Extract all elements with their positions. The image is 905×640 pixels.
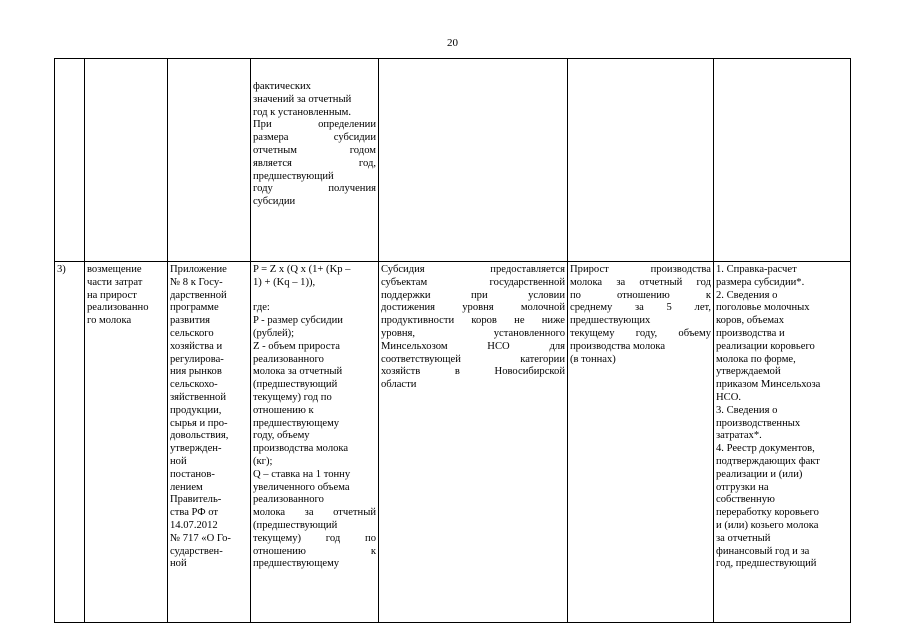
- text-line: P - размер субсидии: [253, 315, 343, 327]
- text-line: поддержки при условии: [381, 289, 565, 301]
- text-line: затратах*.: [716, 430, 762, 442]
- text-line: продуктивности коров не ниже: [381, 315, 565, 327]
- text-line: году получения: [253, 183, 376, 195]
- text-line: где:: [253, 302, 270, 314]
- text-line: предшествующему: [253, 558, 340, 570]
- text-line: № 8 к Госу-: [170, 276, 223, 288]
- text-line: предшествующий: [253, 170, 334, 182]
- text-line: увеличенного объема: [253, 481, 350, 493]
- text-line: год, предшествующий: [716, 558, 817, 570]
- text-line: реализованного: [253, 494, 324, 506]
- text-line: сельскохо-: [170, 379, 218, 391]
- text-line: текущему году, объему: [570, 327, 711, 339]
- text-line: реализованного: [253, 353, 324, 365]
- text-line: значений за отчетный: [253, 93, 352, 105]
- subsidy-table: [54, 58, 851, 623]
- cell-documents: [714, 59, 851, 262]
- text-line: 14.07.2012: [170, 519, 218, 531]
- text-line: го молока: [87, 315, 132, 327]
- cell-source: [168, 262, 251, 623]
- text-line: Прирост производства: [570, 264, 711, 275]
- text-line: текущему) год по: [253, 391, 332, 403]
- text-line: производства и: [716, 327, 785, 339]
- cell-conditions: [379, 59, 568, 262]
- text-line: (рублей);: [253, 327, 295, 339]
- text-line: размера субсидии*.: [716, 276, 805, 288]
- text-line: Субсидия предоставляется: [381, 264, 565, 275]
- text-line: ной: [170, 558, 187, 570]
- text-line: регулирова-: [170, 353, 224, 365]
- text-line: производства молока: [570, 340, 666, 352]
- text-line: приказом Минсельхоза: [716, 379, 821, 391]
- text-line: молока по форме,: [716, 353, 796, 365]
- text-line: молока за отчетный: [253, 507, 376, 519]
- text-line: дарственной: [170, 289, 227, 301]
- text-line: части затрат: [87, 276, 143, 288]
- text-line: 4. Реестр документов,: [716, 443, 815, 455]
- cell-conditions: [379, 262, 568, 623]
- row-number-text: 3): [57, 264, 66, 275]
- text-line: утверждаемой: [716, 366, 781, 378]
- text-line: фактических: [253, 81, 311, 92]
- text-line: Правитель-: [170, 494, 222, 506]
- text-line: 1) + (Kq – 1)),: [253, 276, 316, 288]
- text-line: реализации и (или): [716, 468, 803, 480]
- text-line: 3. Сведения о: [716, 404, 778, 416]
- text-line: является год,: [253, 157, 376, 169]
- text-line: собственную: [716, 494, 775, 506]
- text-line: (предшествующий: [253, 519, 338, 531]
- text-line: отгрузки на: [716, 481, 769, 493]
- text-line: хозяйств в Новосибирской: [381, 366, 565, 378]
- text-line: Минсельхозом НСО для: [381, 340, 565, 352]
- text-line: уровня, установленного: [381, 327, 565, 339]
- text-line: области: [381, 379, 417, 391]
- text-line: молока за отчетный год: [570, 276, 711, 288]
- text-line: подтверждающих факт: [716, 455, 820, 467]
- page-number: 20: [447, 37, 458, 49]
- cell-source: [168, 59, 251, 262]
- text-line: 2. Сведения о: [716, 289, 778, 301]
- text-line: НСО.: [716, 391, 742, 403]
- text-line: сырья и про-: [170, 417, 228, 429]
- text-line: Q – ставка на 1 тонну: [253, 468, 351, 480]
- text-line: ной: [170, 455, 187, 467]
- text-line: субъектам государственной: [381, 276, 565, 288]
- text-line: год к установленным.: [253, 106, 351, 118]
- row-number: [55, 262, 85, 623]
- text-line: сельского: [170, 327, 214, 339]
- text-line: возмещение: [87, 264, 142, 275]
- text-line: [253, 290, 376, 303]
- text-line: постанов-: [170, 468, 215, 480]
- text-line: хозяйства и: [170, 340, 223, 352]
- text-line: отношению к: [253, 545, 376, 557]
- text-line: поголовье молочных: [716, 302, 810, 314]
- cell-purpose: [85, 59, 168, 262]
- text-line: Z - объем прироста: [253, 340, 340, 352]
- text-line: коров, объемах: [716, 315, 785, 327]
- cell-purpose: [85, 262, 168, 623]
- text-line: развития: [170, 315, 211, 327]
- text-line: отношению к: [253, 404, 314, 416]
- cell-number: [55, 59, 85, 262]
- cell-formula: [251, 262, 379, 623]
- cell-indicator: [568, 262, 714, 623]
- text-line: соответствующей категории: [381, 353, 565, 365]
- text-line: Приложение: [170, 264, 227, 275]
- text-line: среднему за 5 лет,: [570, 302, 711, 314]
- text-line: за отчетный: [716, 532, 771, 544]
- text-line: финансовый год и за: [716, 545, 810, 557]
- text-line: переработку коровьего: [716, 507, 819, 519]
- text-line: довольствия,: [170, 430, 229, 442]
- text-line: № 717 «О Го-: [170, 532, 231, 544]
- text-line: продукции,: [170, 404, 222, 416]
- text-line: реализации коровьего: [716, 340, 815, 352]
- text-line: размера субсидии: [253, 132, 376, 144]
- text-line: утвержден-: [170, 443, 222, 455]
- text-line: по отношению к: [570, 289, 711, 301]
- text-line: текущему) год по: [253, 532, 376, 544]
- text-line: (кг);: [253, 455, 273, 467]
- text-line: 1. Справка-расчет: [716, 264, 797, 275]
- text-line: лением: [170, 481, 203, 493]
- cell-indicator: [568, 59, 714, 262]
- text-line: предшествующему: [253, 417, 340, 429]
- text-line: программе: [170, 302, 219, 314]
- table-row-3: [55, 262, 851, 623]
- text-line: При определении: [253, 119, 376, 131]
- text-line: (в тоннах): [570, 353, 616, 365]
- text-line: субсидии: [253, 196, 296, 208]
- text-line: достижения уровня молочной: [381, 302, 565, 314]
- text-line: производственных: [716, 417, 801, 429]
- text-line: (предшествующий: [253, 379, 338, 391]
- text-line: производства молока: [253, 443, 349, 455]
- text-line: на прирост: [87, 289, 137, 301]
- text-line: отчетным годом: [253, 144, 376, 156]
- text-line: зяйственной: [170, 391, 227, 403]
- cell-method: [251, 59, 379, 262]
- text-line: молока за отчетный: [253, 366, 343, 378]
- table-row-continuation: [55, 59, 851, 262]
- text-line: реализованно: [87, 302, 149, 314]
- text-line: сударствен-: [170, 545, 223, 557]
- text-line: ния рынков: [170, 366, 222, 378]
- text-line: году, объему: [253, 430, 310, 442]
- text-line: P = Z x (Q x (1+ (Kp –: [253, 264, 351, 275]
- text-line: предшествующих: [570, 315, 651, 327]
- text-line: и (или) козьего молока: [716, 519, 819, 531]
- cell-documents: [714, 262, 851, 623]
- text-line: ства РФ от: [170, 507, 219, 519]
